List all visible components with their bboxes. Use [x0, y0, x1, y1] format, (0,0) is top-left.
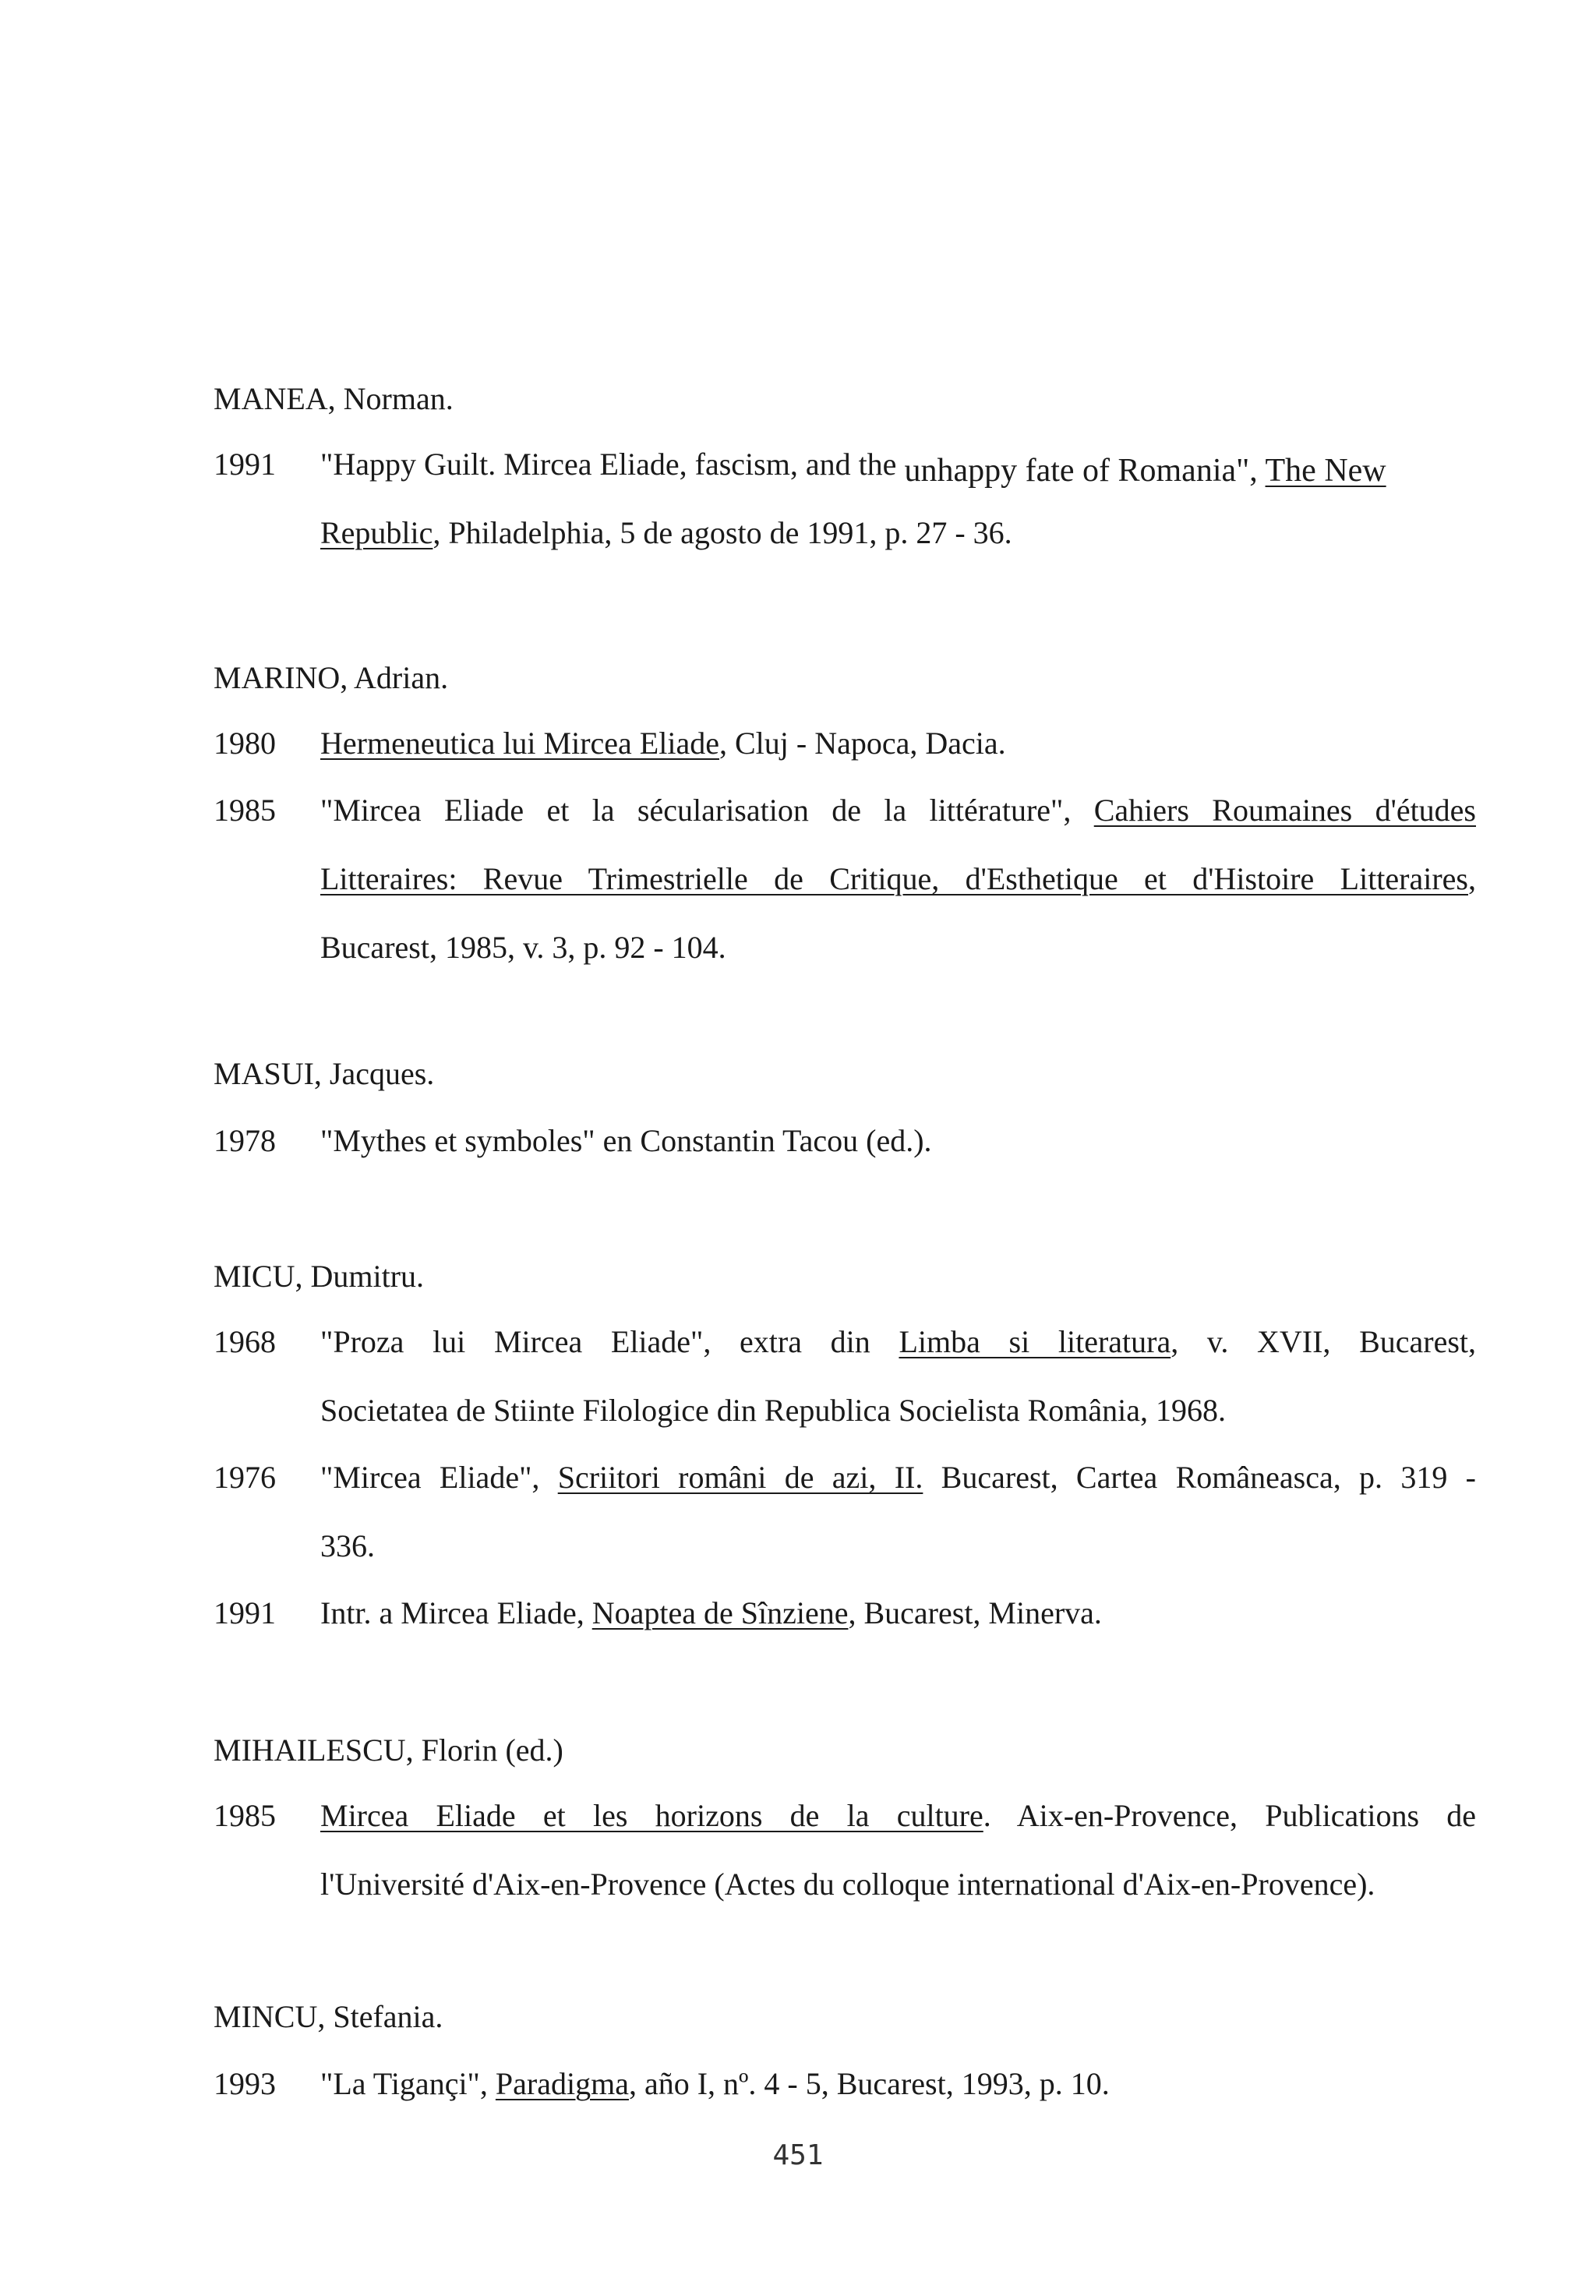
publication-title: Scriitori români de azi, II.: [557, 1460, 923, 1495]
publication-title: Litteraires: Revue Trimestrielle de Critique, d'Esthetique et d'Histoire Litteraires: [320, 861, 1468, 896]
entry-year: 1968: [214, 1324, 276, 1359]
entry-text: [320, 792, 1476, 998]
entry-year: 1978: [214, 1123, 276, 1158]
entry-segment: unhappy fate of Romania",: [904, 453, 1266, 489]
entry-segment: Bucarest, Cartea Româneasca, p. 319 -: [923, 1460, 1476, 1495]
entry-text: [320, 2065, 1476, 2134]
entry-text: [320, 1323, 1476, 1461]
entry-segment: "Proza lui Mircea Eliade", extra din: [320, 1324, 899, 1359]
entry-segment: "Mythes et symboles" en Constantin Tacou (ed.).: [320, 1123, 932, 1158]
entry-segment: Societatea de Stiinte Filologice din Republica Socielista România, 1968.: [320, 1393, 1226, 1428]
entry-segment: , v. XVII, Bucarest,: [1171, 1324, 1477, 1359]
publication-title: Cahiers Roumaines d'études: [1093, 793, 1476, 828]
entry-segment: Intr. a Mircea Eliade,: [320, 1595, 592, 1630]
entry-segment: Bucarest, 1985, v. 3, p. 92 - 104.: [320, 930, 726, 965]
entry-year: 1991: [214, 1595, 276, 1630]
author-heading: MASUI, Jacques.: [214, 1056, 435, 1091]
entry-segment: . Aix-en-Provence, Publications de: [983, 1798, 1476, 1833]
publication-title: Hermeneutica lui Mircea Eliade: [320, 726, 719, 761]
publication-title: Limba si literatura: [899, 1324, 1171, 1359]
entry-segment: , Cluj - Napoca, Dacia.: [719, 726, 1006, 761]
author-heading: MIHAILESCU, Florin (ed.): [214, 1733, 563, 1768]
entry-segment: , Philadelphia, 5 de agosto de 1991, p. 27 - 36.: [433, 515, 1012, 550]
entry-text: [320, 446, 1476, 583]
entry-year: 1980: [214, 726, 276, 761]
entry-year: 1985: [214, 793, 276, 828]
publication-title: Noaptea de Sînziene: [591, 1595, 849, 1630]
author-heading: MICU, Dumitru.: [214, 1259, 424, 1294]
entry-segment: "Happy Guilt. Mircea Eliade, fascism, and the: [320, 447, 905, 482]
entry-segment: ,: [1468, 861, 1476, 896]
page-number: 451: [772, 2139, 824, 2171]
entry-segment: "La Tigançi",: [320, 2066, 496, 2101]
entry-segment: 336.: [320, 1528, 375, 1563]
entry-segment: , año I, nº. 4 - 5, Bucarest, 1993, p. 10.: [628, 2066, 1110, 2101]
entry-segment: "Mircea Eliade",: [320, 1460, 558, 1495]
author-heading: MINCU, Stefania.: [214, 1999, 443, 2034]
entry-year: 1985: [214, 1798, 276, 1833]
entry-text: [320, 1459, 1476, 1596]
entry-text: [320, 1797, 1476, 1934]
entry-segment: l'Université d'Aix-en-Provence (Actes du colloque international d'Aix-en-Provence).: [320, 1867, 1375, 1902]
publication-title: Republic: [320, 515, 433, 550]
publication-title: Mircea Eliade et les horizons de la culture: [320, 1798, 983, 1833]
entry-year: 1991: [214, 447, 276, 482]
entry-segment: , Bucarest, Minerva.: [848, 1595, 1102, 1630]
author-heading: MANEA, Norman.: [214, 381, 454, 416]
entry-year: 1976: [214, 1460, 276, 1495]
entry-text: [320, 1595, 1476, 1663]
author-heading: MARINO, Adrian.: [214, 660, 449, 695]
entry-year: 1993: [214, 2066, 276, 2101]
entry-text: [320, 1122, 1476, 1191]
entry-segment: "Mircea Eliade et la sécularisation de la littérature",: [320, 793, 1094, 828]
publication-title: Paradigma: [495, 2066, 629, 2101]
entry-text: [320, 725, 1476, 793]
publication-title: The New: [1265, 453, 1386, 489]
